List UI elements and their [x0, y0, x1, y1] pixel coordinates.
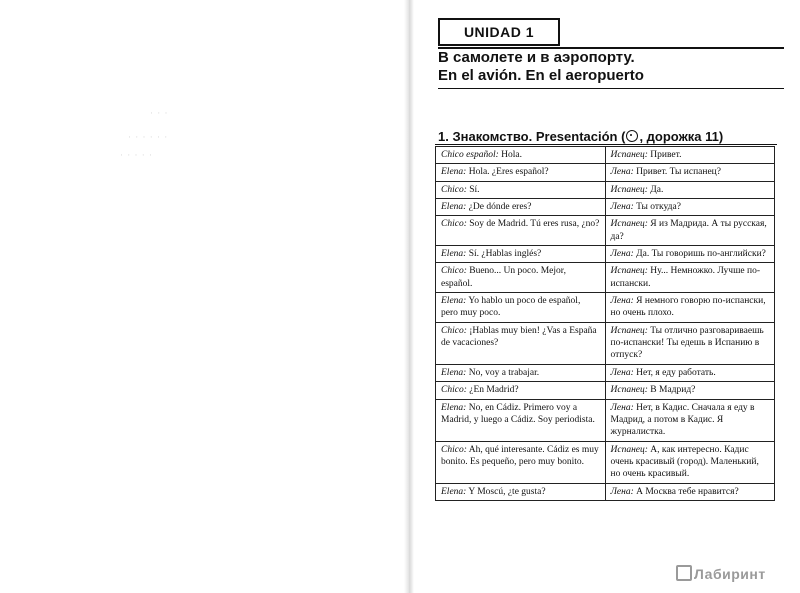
- speaker-name: Elena:: [441, 167, 467, 178]
- line-text: Я немного говорю по-испански, но очень плохо.: [610, 296, 766, 319]
- section-track: , дорожка 11): [639, 129, 724, 144]
- dialog-row: [436, 263, 775, 293]
- spanish-line: [436, 263, 606, 293]
- speaker-name: Elena:: [441, 486, 467, 497]
- line-text: ¡Hablas muy bien! ¿Vas a España de vacaciones?: [441, 325, 597, 349]
- book-fold: [404, 0, 414, 593]
- speaker-name: Лена:: [610, 402, 634, 413]
- line-text: Я из Мадрида. А ты русская, да?: [610, 219, 767, 242]
- speaker-name: Лена:: [610, 486, 634, 497]
- dialog-row: [436, 147, 775, 164]
- spanish-line: [436, 164, 606, 181]
- line-text: Нет, в Кадис. Сначала я еду в Мадрид, а потом в Кадис. Я журналистка.: [610, 402, 755, 438]
- speaker-name: Лена:: [610, 367, 634, 378]
- bleed-through-marks: · · · · · ·: [128, 132, 169, 142]
- spanish-line: [436, 483, 606, 500]
- line-text: Ты отлично разговариваешь по-испански! Ты едешь в Испанию в отпуск?: [610, 325, 764, 361]
- russian-line: [605, 147, 775, 164]
- line-text: ¿De dónde eres?: [466, 202, 532, 213]
- spanish-line: [436, 147, 606, 164]
- russian-line: [605, 246, 775, 263]
- russian-line: [605, 322, 775, 364]
- speaker-name: Лена:: [610, 167, 634, 178]
- line-text: Sí. ¿Hablas inglés?: [466, 249, 542, 260]
- line-text: А Москва тебе нравится?: [633, 486, 739, 497]
- speaker-name: Испанец:: [610, 444, 648, 455]
- line-text: Да.: [647, 184, 664, 195]
- speaker-name: Chico:: [441, 385, 467, 396]
- line-text: А, как интересно. Кадис очень красивый (город). Маленький, но очень красивый.: [610, 444, 759, 480]
- speaker-name: Chico español:: [441, 150, 499, 160]
- speaker-name: Chico:: [441, 325, 467, 336]
- line-text: Hola.: [498, 150, 523, 160]
- russian-line: [605, 441, 775, 483]
- speaker-name: Испанец:: [610, 325, 648, 336]
- section-title: [438, 129, 723, 144]
- speaker-name: Chico:: [441, 219, 467, 230]
- section-number: 1.: [438, 129, 449, 144]
- dialog-table: [435, 146, 775, 501]
- russian-line: [605, 164, 775, 181]
- speaker-name: Испанец:: [610, 150, 648, 160]
- watermark-text: Лабиринт: [694, 566, 766, 582]
- speaker-name: Elena:: [441, 402, 467, 413]
- section-title-russian: Знакомство.: [452, 129, 533, 144]
- dialog-row: [436, 399, 775, 441]
- speaker-name: Chico:: [441, 444, 467, 455]
- line-text: Ты откуда?: [633, 202, 681, 213]
- line-text: Hola. ¿Eres español?: [466, 167, 549, 178]
- dialog-row: [436, 364, 775, 381]
- section-rule: [435, 144, 777, 145]
- speaker-name: Испанец:: [610, 184, 648, 195]
- spanish-line: [436, 364, 606, 381]
- line-text: Ну... Немножко. Лучше по-испански.: [610, 266, 760, 289]
- line-text: Да. Ты говоришь по-английски?: [633, 249, 766, 260]
- speaker-name: Испанец:: [610, 266, 648, 277]
- dialog-row: [436, 181, 775, 198]
- speaker-name: Лена:: [610, 202, 634, 213]
- russian-line: [605, 263, 775, 293]
- line-text: No, voy a trabajar.: [466, 367, 540, 378]
- speaker-name: Испанец:: [610, 219, 648, 230]
- speaker-name: Лена:: [610, 249, 634, 260]
- speaker-name: Elena:: [441, 296, 467, 307]
- speaker-name: Elena:: [441, 202, 467, 213]
- line-text: Sí.: [466, 184, 480, 195]
- line-text: Нет, я еду работать.: [633, 367, 716, 378]
- speaker-name: Лена:: [610, 296, 634, 307]
- line-text: Y Moscú, ¿te gusta?: [466, 486, 546, 497]
- bleed-through-marks: · · · · ·: [120, 150, 153, 160]
- dialog-row: [436, 216, 775, 246]
- dialog-row: [436, 382, 775, 399]
- speaker-name: Elena:: [441, 249, 467, 260]
- spanish-line: [436, 216, 606, 246]
- dialog-row: [436, 322, 775, 364]
- dialog-row: [436, 441, 775, 483]
- spanish-line: [436, 246, 606, 263]
- speaker-name: Испанец:: [610, 385, 648, 396]
- line-text: В Мадрид?: [647, 385, 696, 396]
- spanish-line: [436, 181, 606, 198]
- line-text: ¿En Madrid?: [466, 385, 519, 396]
- russian-line: [605, 364, 775, 381]
- spanish-line: [436, 399, 606, 441]
- audio-disc-icon: [626, 130, 638, 142]
- title-rule: [438, 88, 784, 89]
- russian-line: [605, 181, 775, 198]
- bleed-through-marks: · · ·: [150, 108, 169, 118]
- dialog-row: [436, 483, 775, 500]
- speaker-name: Chico:: [441, 184, 467, 195]
- spanish-line: [436, 199, 606, 216]
- line-text: Soy de Madrid. Tú eres rusa, ¿no?: [466, 219, 600, 230]
- unit-label: UNIDAD 1: [438, 18, 560, 46]
- russian-line: [605, 399, 775, 441]
- russian-line: [605, 216, 775, 246]
- spanish-line: [436, 441, 606, 483]
- dialog-row: [436, 164, 775, 181]
- title-spanish: En el avión. En el aeropuerto: [438, 67, 644, 84]
- line-text: Ah, qué interesante. Cádiz es muy bonito. Es pequeño, pero muy bonito.: [441, 444, 599, 467]
- speaker-name: Elena:: [441, 367, 467, 378]
- line-text: Bueno... Un poco. Mejor, español.: [441, 266, 566, 289]
- spanish-line: [436, 322, 606, 364]
- spanish-line: [436, 382, 606, 399]
- line-text: Привет. Ты испанец?: [633, 167, 721, 178]
- speaker-name: Chico:: [441, 266, 467, 277]
- russian-line: [605, 382, 775, 399]
- dialog-row: [436, 199, 775, 216]
- line-text: Yo hablo un poco de español, pero muy poco.: [441, 296, 581, 319]
- title-russian: В самолете и в аэропорту.: [438, 49, 635, 66]
- right-page: [414, 0, 800, 593]
- russian-line: [605, 483, 775, 500]
- dialog-row: [436, 246, 775, 263]
- watermark: [676, 565, 766, 582]
- russian-line: [605, 293, 775, 323]
- russian-line: [605, 199, 775, 216]
- line-text: No, en Cádiz. Primero voy a Madrid, y luego a Cádiz. Soy periodista.: [441, 402, 595, 425]
- spanish-line: [436, 293, 606, 323]
- section-title-spanish: Presentación (: [535, 129, 626, 144]
- book-icon: [676, 565, 692, 581]
- dialog-row: [436, 293, 775, 323]
- line-text: Привет.: [647, 150, 682, 160]
